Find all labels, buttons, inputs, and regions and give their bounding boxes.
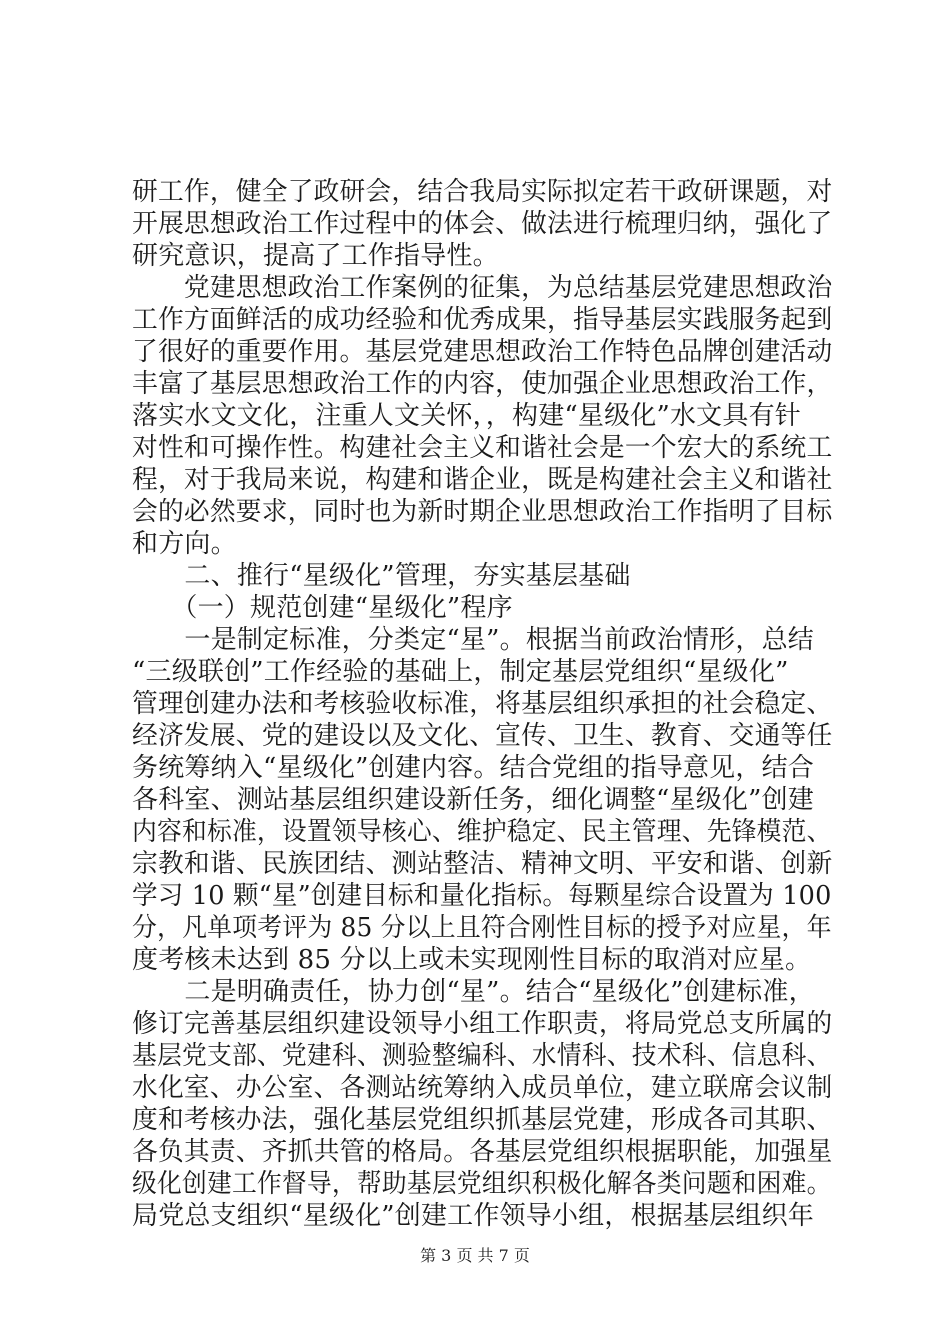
text-line: 度和考核办法，强化基层党组织抓基层党建，形成各司其职、 xyxy=(132,1105,833,1135)
text-line: “三级联创”工作经验的基础上，制定基层党组织“星级化” xyxy=(132,657,789,687)
text-line: 修订完善基层组织建设领导小组工作职责，将局党总支所属的 xyxy=(132,1009,833,1039)
text-line: 管理创建办法和考核验收标准，将基层组织承担的社会稳定、 xyxy=(132,689,833,719)
text-line: 研工作，健全了政研会，结合我局实际拟定若干政研课题，对 xyxy=(132,177,833,207)
text-line: 对性和可操作性。构建社会主义和谐社会是一个宏大的系统工 xyxy=(132,433,833,463)
text-line: 开展思想政治工作过程中的体会、做法进行梳理归纳，强化了 xyxy=(132,209,833,239)
text-line: 各负其责、齐抓共管的格局。各基层党组织根据职能，加强星 xyxy=(132,1137,833,1167)
text-line: 研究意识，提高了工作指导性。 xyxy=(132,241,499,271)
text-line: 基层党支部、党建科、测验整编科、水情科、技术科、信息科、 xyxy=(132,1041,832,1071)
text-line: 党建思想政治工作案例的征集，为总结基层党建思想政治 xyxy=(132,273,833,303)
text-line: 二是明确责任，协力创“星”。结合“星级化”创建标准， xyxy=(132,977,815,1007)
text-line: 和方向。 xyxy=(132,529,237,559)
text-line: 经济发展、党的建设以及文化、宣传、卫生、教育、交通等任 xyxy=(132,721,833,751)
text-line: 一是制定标准，分类定“星”。根据当前政治情形，总结 xyxy=(132,625,814,655)
text-line: 分，凡单项考评为 85 分以上且符合刚性目标的授予对应星，年 xyxy=(132,913,832,943)
text-line: 级化创建工作督导，帮助基层党组织积极化解各类问题和困难。 xyxy=(132,1169,832,1199)
text-line: 丰富了基层思想政治工作的内容，使加强企业思想政治工作， xyxy=(132,369,833,399)
section-heading: 二、推行“星级化”管理，夯实基层基础 xyxy=(132,561,631,591)
text-line: 工作方面鲜活的成功经验和优秀成果，指导基层实践服务起到 xyxy=(132,305,833,335)
text-line: 务统筹纳入“星级化”创建内容。结合党组的指导意见，结合 xyxy=(132,753,814,783)
text-line: 会的必然要求，同时也为新时期企业思想政治工作指明了目标 xyxy=(132,497,833,527)
text-line: 各科室、测站基层组织建设新任务，细化调整“星级化”创建 xyxy=(132,785,814,815)
page-number: 第 3 页 共 7 页 xyxy=(420,1246,530,1265)
subsection-heading: （一）规范创建“星级化”程序 xyxy=(132,593,513,623)
page-footer xyxy=(0,1243,950,1266)
text-line: 落实水文文化，注重人文关怀，，构建“星级化”水文具有针 xyxy=(132,401,801,431)
text-line: 内容和标准，设置领导核心、维护稳定、民主管理、先锋模范、 xyxy=(132,817,832,847)
text-line: 水化室、办公室、各测站统筹纳入成员单位，建立联席会议制 xyxy=(132,1073,833,1103)
text-line: 程，对于我局来说，构建和谐企业，既是构建社会主义和谐社 xyxy=(132,465,833,495)
text-line: 局党总支组织“星级化”创建工作领导小组，根据基层组织年 xyxy=(132,1201,814,1231)
document-body xyxy=(132,176,832,1232)
text-line: 了很好的重要作用。基层党建思想政治工作特色品牌创建活动 xyxy=(132,337,833,367)
text-line: 度考核未达到 85 分以上或未实现刚性目标的取消对应星。 xyxy=(132,945,812,975)
text-line: 学习 10 颗“星”创建目标和量化指标。每颗星综合设置为 100 xyxy=(132,881,832,911)
text-line: 宗教和谐、民族团结、测站整洁、精神文明、平安和谐、创新 xyxy=(132,849,833,879)
